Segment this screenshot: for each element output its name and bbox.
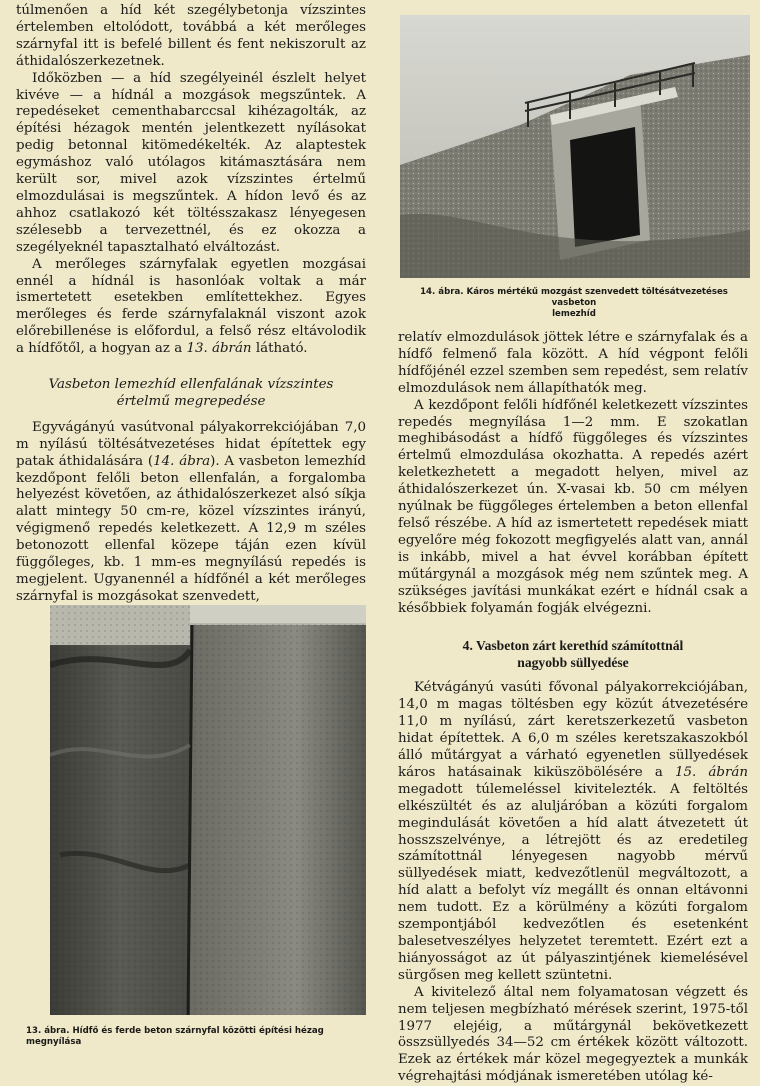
figure-14-caption: 14. ábra. Káros mértékű mozgást szenvedett töltésátvezetéses vasbeton lemezhíd: [420, 287, 728, 319]
paragraph: Egyvágányú vasútvonal pályakorrekciójában 7,0 m nyílású töltésátvezetéses hidat építettek egy patak áthidalására (14. ábra). A vasbeton lemezhíd kezdőpont felőli beton ellenfalán, a forgalomba helyezést követően, az áthidalószerkezet alsó síkja alatt mintegy 50 cm-re, közel vízszintes irányú, végigmenő repedés keletkezett. A 12,9 m széles betonozott ellenfal közepe táján ezen kívül függőleges, kb. 1 mm-es megnyílású repedés is megjelent. Ugyanennél a hídfőnél a két merőleges szárnyfal is mozgásokat szenvedett,: [16, 419, 366, 604]
paragraph: túlmenően a híd két szegélybetonja vízszintes értelemben eltolódott, továbbá a két merőleges szárnyfal itt is befelé billent és fent nekiszorult az áthidalószerkezetnek.: [16, 3, 366, 69]
section-heading: Vasbeton lemezhíd ellenfalának vízszintes értelmű megrepedése: [48, 377, 334, 409]
figure-13-caption: 13. ábra. Hídfő és ferde beton szárnyfal közötti építési hézag megnyílása: [26, 1026, 324, 1047]
paragraph: A kezdőpont felőli hídfőnél keletkezett vízszintes repedés megnyílása 1—2 mm. E szokatlan meghibásodást a hídfő függőleges és vízszintes értelmű elmozdulása okozhatta. A repedés azért keletkezhetett a megadott helyen, mivel az áthidalószerkezet ún. X-vasai kb. 50 cm mélyen nyúlnak be függőleges értelemben a beton ellenfal felső részébe. A híd az ismertetett repedések miatt egyelőre még fokozott megfigyelés alatt van, annál is inkább, mivel a hat évvel korábban épített műtárgynál a mozgások még nem szűntek meg. A szükséges javítási munkákat ezért e hídnál csak a későbbiek folyamán fogják elvégezni.: [398, 397, 748, 616]
figure-reference: 13. ábrán: [186, 341, 252, 357]
figure-13-photo: [50, 605, 366, 1015]
right-column: [398, 330, 748, 1086]
section-heading: 4. Vasbeton zárt kerethíd számítottnál nagyobb süllyedése: [462, 638, 684, 671]
paragraph: Időközben — a híd szegélyeinél észlelt helyet kivéve — a hídnál a mozgások megszűntek. A repedéseket cementhabarccsal kihézagolták, az építési hézagok mentén jelentkezett nyílásokat pedig betonnal kitömedékelték. Az alaptestek egymáshoz való utólagos kitámasztására nem került sor, mivel azok vízszintes értelmű elmozdulásai is megszűntek. A hídon levő és az ahhoz csatlakozó két töltésszakasz lényegesen szélesebb a tervezettnél, és ez okozza a szegélyeknél tapasztalható elváltozást.: [16, 70, 366, 255]
figure-14-photo: [400, 15, 750, 278]
paragraph: Kétvágányú vasúti fővonal pályakorrekciójában, 14,0 m magas töltésben egy közút átvezetésére 11,0 m nyílású, zárt keretszerkezetű vasbeton hidat építettek. A 6,0 m széles keretszakaszokból álló műtárgyat a várható egyenetlen süllyedések káros hatásainak kiküszöbölésére a 15. ábrán megadott túlemeléssel kivitelezték. A feltöltés elkészültét és az aluljáróban a közúti forgalom megindulását követően a híd alatt átvezetett út hosszszelvénye, a létrejött és az eredetileg számítottnál lényegesen nagyobb mérvű süllyedések miatt, kedvezőtlenül megváltozott, a híd alatt a befolyt víz megállt és onnan eltávonni nem tudott. Ez a körülmény a közúti forgalom szempontjából kedvezőtlen és esetenként balesetveszélyes helyzetet teremtett. Ezért ezt a hiányosságot az út pályaszintjének kiemelésével sürgősen meg kellett szüntetni.: [398, 680, 748, 983]
left-column: [16, 0, 366, 606]
paragraph: A merőleges szárnyfalak egyetlen mozgásai ennél a hídnál is hasonlóak voltak a már ismertetett esetekben említettekhez. Egyes merőleges és ferde szárnyfalaknál viszont azok előrebillenése is előfordul, a felső rész eltávolodik a hídfőtől, a hogyan az a 13. ábrán látható.: [16, 256, 366, 357]
figure-reference: 15. ábrán: [674, 764, 748, 780]
paragraph: relatív elmozdulások jöttek létre e szárnyfalak és a hídfő felmenő fala között. A híd végpont felőli hídfőjénél ezzel szemben sem repedést, sem relatív elmozdulások nem állapíthatók meg.: [398, 330, 748, 396]
figure-reference: 14. ábra: [153, 453, 211, 469]
paragraph: A kivitelező által nem folyamatosan végzett és nem teljesen megbízható mérések szerint, 1975-től 1977 elejéig, a műtárgynál bekövetkezett összsüllyedés 34—52 cm értékek között változott. Ezek az értékek már közel megegyeztek a munkák végrehajtási módjának ismeretében utólag ké-: [398, 984, 748, 1085]
